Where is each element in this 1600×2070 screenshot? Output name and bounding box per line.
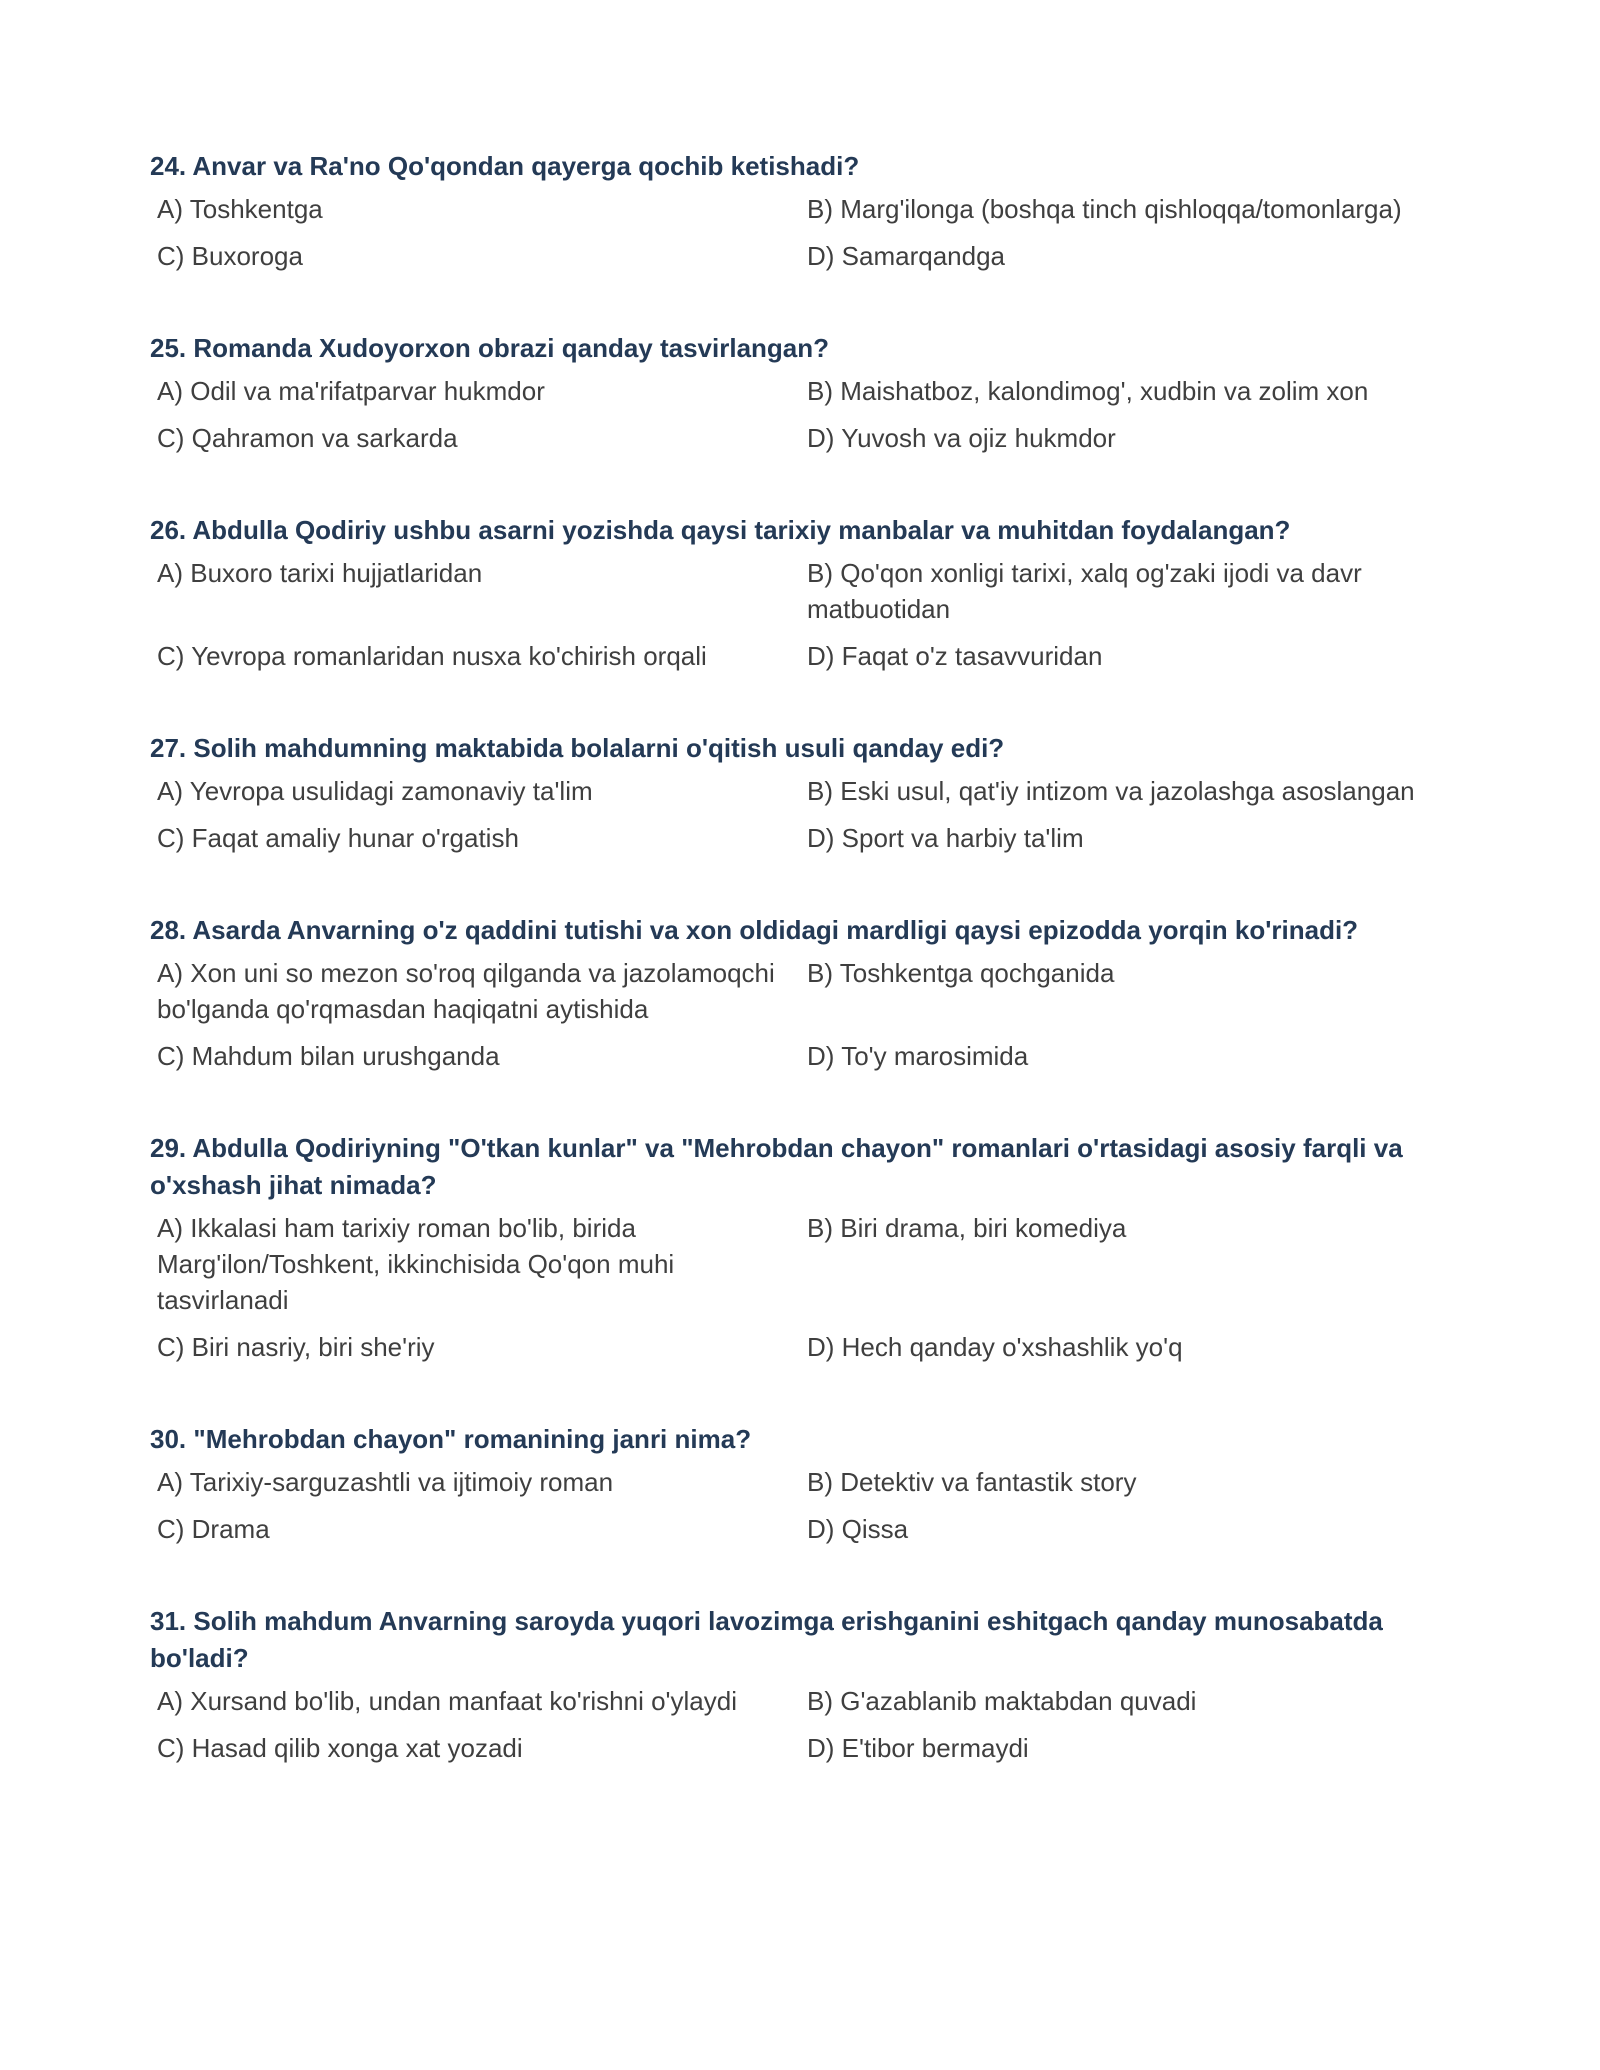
- option-a: A) Tarixiy-sarguzashtli va ijtimoiy roman: [157, 1467, 614, 1497]
- option-a: A) Toshkentga: [157, 194, 323, 224]
- option-b: B) Detektiv va fantastik story: [807, 1467, 1137, 1497]
- option-c: C) Drama: [157, 1514, 270, 1544]
- question-title: 24. Anvar va Ra'no Qo'qondan qayerga qochib ketishadi?: [150, 151, 860, 181]
- option-a: A) Xon uni so mezon so'roq qilganda va jazolamoqchi bo'lganda qo'rqmasdan haqiqatni aytishida: [157, 958, 775, 1024]
- question-title: 31. Solih mahdum Anvarning saroyda yuqori lavozimga erishganini eshitgach qanday munosabatda bo'ladi?: [150, 1606, 1383, 1673]
- question-title: 30. "Mehrobdan chayon" romanining janri nima?: [150, 1424, 752, 1454]
- answer-options: [150, 1210, 1450, 1365]
- answer-options: [150, 1683, 1450, 1766]
- option-b: B) Qo'qon xonligi tarixi, xalq og'zaki ijodi va davr matbuotidan: [807, 558, 1362, 624]
- option-d: D) Sport va harbiy ta'lim: [807, 823, 1084, 853]
- answer-options: [150, 373, 1450, 456]
- question-25: [150, 330, 1450, 456]
- option-d: D) Hech qanday o'xshashlik yo'q: [807, 1332, 1183, 1362]
- question-28: [150, 912, 1450, 1074]
- option-a: A) Ikkalasi ham tarixiy roman bo'lib, birida Marg'ilon/Toshkent, ikkinchisida Qo'qon muhi tasvirlanadi: [157, 1213, 675, 1315]
- answer-options: [150, 955, 1450, 1074]
- option-b: B) Eski usul, qat'iy intizom va jazolashga asoslangan: [807, 776, 1415, 806]
- option-b: B) Marg'ilonga (boshqa tinch qishloqqa/tomonlarga): [807, 194, 1402, 224]
- option-c: C) Biri nasriy, biri she'riy: [157, 1332, 435, 1362]
- option-b: B) G'azablanib maktabdan quvadi: [807, 1686, 1197, 1716]
- option-b: B) Maishatboz, kalondimog', xudbin va zolim xon: [807, 376, 1369, 406]
- option-d: D) Yuvosh va ojiz hukmdor: [807, 423, 1116, 453]
- option-c: C) Yevropa romanlaridan nusxa ko'chirish orqali: [157, 641, 707, 671]
- option-c: C) Hasad qilib xonga xat yozadi: [157, 1733, 523, 1763]
- option-d: D) Faqat o'z tasavvuridan: [807, 641, 1103, 671]
- question-30: [150, 1421, 1450, 1547]
- option-a: A) Buxoro tarixi hujjatlaridan: [157, 558, 483, 588]
- question-title: 27. Solih mahdumning maktabida bolalarni o'qitish usuli qanday edi?: [150, 733, 1005, 763]
- option-a: A) Yevropa usulidagi zamonaviy ta'lim: [157, 776, 593, 806]
- option-d: D) Qissa: [807, 1514, 909, 1544]
- option-d: D) E'tibor bermaydi: [807, 1733, 1029, 1763]
- answer-options: [150, 555, 1450, 674]
- question-title: 26. Abdulla Qodiriy ushbu asarni yozishda qaysi tarixiy manbalar va muhitdan foydalangan?: [150, 515, 1291, 545]
- question-title: 25. Romanda Xudoyorxon obrazi qanday tasvirlangan?: [150, 333, 830, 363]
- option-a: A) Odil va ma'rifatparvar hukmdor: [157, 376, 545, 406]
- answer-options: [150, 191, 1450, 274]
- question-27: [150, 730, 1450, 856]
- question-29: [150, 1130, 1450, 1365]
- question-title: 28. Asarda Anvarning o'z qaddini tutishi va xon oldidagi mardligi qaysi epizodda yorqin ko'rinadi?: [150, 915, 1359, 945]
- option-d: D) Samarqandga: [807, 241, 1005, 271]
- option-c: C) Faqat amaliy hunar o'rgatish: [157, 823, 519, 853]
- question-24: [150, 148, 1450, 274]
- option-a: A) Xursand bo'lib, undan manfaat ko'rishni o'ylaydi: [157, 1686, 737, 1716]
- option-c: C) Mahdum bilan urushganda: [157, 1041, 500, 1071]
- question-31: [150, 1603, 1450, 1766]
- answer-options: [150, 1464, 1450, 1547]
- option-c: C) Buxoroga: [157, 241, 303, 271]
- question-title: 29. Abdulla Qodiriyning "O'tkan kunlar" va "Mehrobdan chayon" romanlari o'rtasidagi asosiy farqli va o'xshash jihat nimada?: [150, 1133, 1403, 1200]
- option-b: B) Toshkentga qochganida: [807, 958, 1115, 988]
- question-26: [150, 512, 1450, 674]
- option-d: D) To'y marosimida: [807, 1041, 1029, 1071]
- option-c: C) Qahramon va sarkarda: [157, 423, 458, 453]
- answer-options: [150, 773, 1450, 856]
- option-b: B) Biri drama, biri komediya: [807, 1213, 1127, 1243]
